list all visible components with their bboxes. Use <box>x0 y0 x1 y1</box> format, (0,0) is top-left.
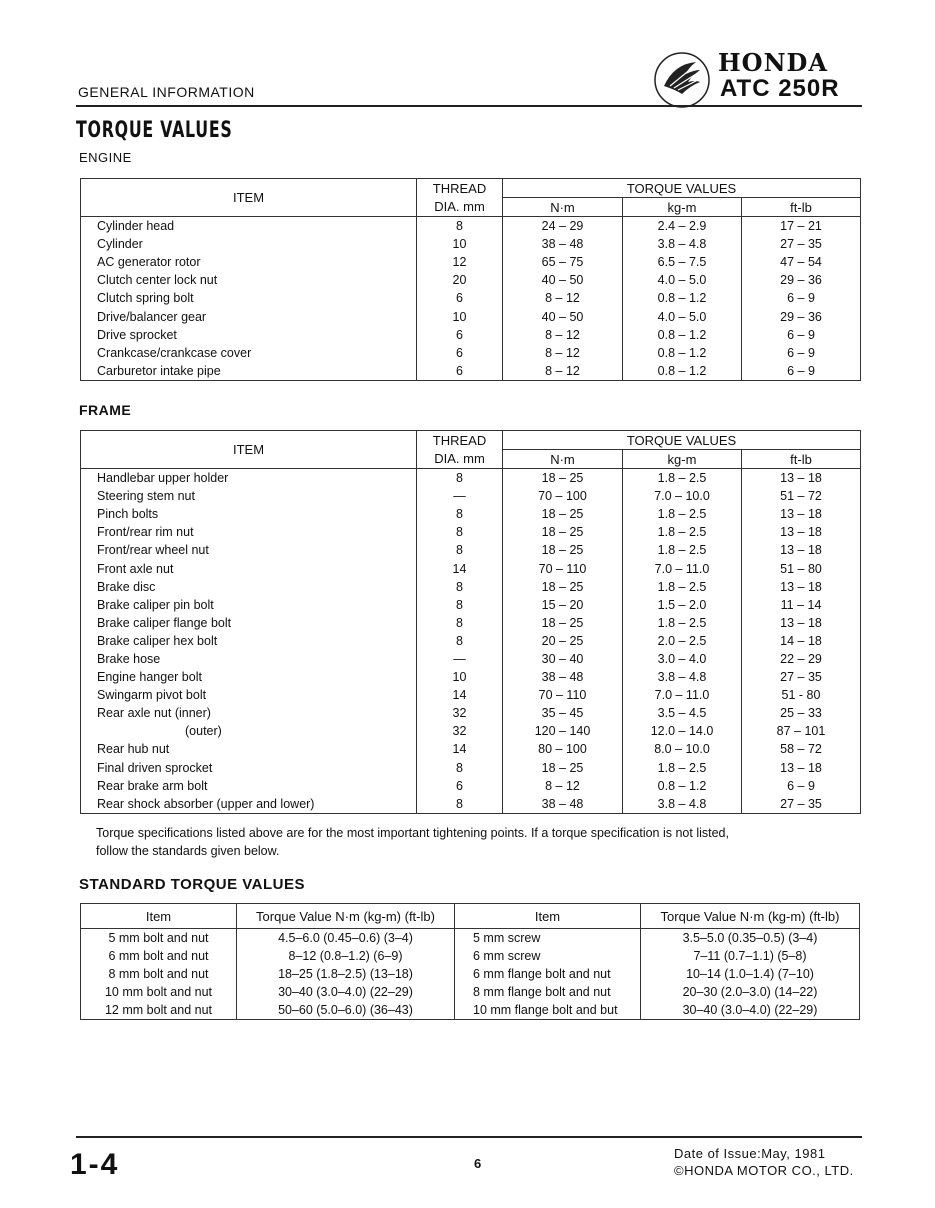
row-dia: 6 <box>417 289 503 307</box>
row-dia: 8 <box>417 541 503 559</box>
table-row <box>81 469 861 488</box>
standard-subtitle: STANDARD TORQUE VALUES <box>79 876 306 893</box>
row-kgm: 1.8 – 2.5 <box>623 523 742 541</box>
std-col-item-left: Item <box>81 904 237 929</box>
row-item: Drive/balancer gear <box>81 307 417 325</box>
row-kgm: 3.8 – 4.8 <box>623 668 742 686</box>
row-kgm: 8.0 – 10.0 <box>623 740 742 758</box>
table-row <box>81 344 861 362</box>
col-torque: TORQUE VALUES <box>503 431 861 450</box>
row-nm: 30 – 40 <box>503 650 623 668</box>
std-item-right: 5 mm screw <box>455 929 641 948</box>
row-item: Brake disc <box>81 578 417 596</box>
std-value-left: 18–25 (1.8–2.5) (13–18) <box>237 965 455 983</box>
col-ftlb: ft-lb <box>742 450 861 469</box>
col-item: ITEM <box>81 431 417 469</box>
row-dia: 8 <box>417 632 503 650</box>
row-dia: — <box>417 487 503 505</box>
row-nm: 18 – 25 <box>503 614 623 632</box>
table-row <box>81 983 860 1001</box>
table-row <box>81 1001 860 1020</box>
row-kgm: 3.8 – 4.8 <box>623 235 742 253</box>
table-row <box>81 271 861 289</box>
row-ftlb: 14 – 18 <box>742 632 861 650</box>
table-row <box>81 686 861 704</box>
row-item: Carburetor intake pipe <box>81 362 417 381</box>
std-value-right: 30–40 (3.0–4.0) (22–29) <box>641 1001 860 1020</box>
row-dia: 8 <box>417 795 503 814</box>
row-ftlb: 51 – 80 <box>742 559 861 577</box>
std-value-left: 50–60 (5.0–6.0) (36–43) <box>237 1001 455 1020</box>
row-nm: 120 – 140 <box>503 722 623 740</box>
row-ftlb: 11 – 14 <box>742 596 861 614</box>
row-item: Engine hanger bolt <box>81 668 417 686</box>
row-dia: 10 <box>417 668 503 686</box>
table-row <box>81 253 861 271</box>
row-ftlb: 87 – 101 <box>742 722 861 740</box>
row-ftlb: 51 – 72 <box>742 487 861 505</box>
row-ftlb: 6 – 9 <box>742 362 861 381</box>
table-row <box>81 541 861 559</box>
std-value-right: 7–11 (0.7–1.1) (5–8) <box>641 947 860 965</box>
row-kgm: 0.8 – 1.2 <box>623 362 742 381</box>
row-dia: 6 <box>417 344 503 362</box>
col-thread: THREAD <box>417 179 503 198</box>
row-item: Rear hub nut <box>81 740 417 758</box>
page-label: 1-4 <box>70 1148 120 1181</box>
col-dia: DIA. mm <box>417 450 503 469</box>
row-kgm: 12.0 – 14.0 <box>623 722 742 740</box>
row-item: Rear shock absorber (upper and lower) <box>81 795 417 814</box>
row-kgm: 1.8 – 2.5 <box>623 578 742 596</box>
row-item: Rear axle nut (inner) <box>81 704 417 722</box>
row-item: Crankcase/crankcase cover <box>81 344 417 362</box>
table-row <box>81 235 861 253</box>
row-item: Swingarm pivot bolt <box>81 686 417 704</box>
row-kgm: 0.8 – 1.2 <box>623 344 742 362</box>
col-item: ITEM <box>81 179 417 217</box>
row-nm: 18 – 25 <box>503 541 623 559</box>
row-kgm: 7.0 – 10.0 <box>623 487 742 505</box>
table-row <box>81 929 860 948</box>
row-item: Clutch center lock nut <box>81 271 417 289</box>
row-nm: 8 – 12 <box>503 344 623 362</box>
row-nm: 38 – 48 <box>503 235 623 253</box>
row-ftlb: 13 – 18 <box>742 505 861 523</box>
row-ftlb: 17 – 21 <box>742 217 861 236</box>
std-value-left: 4.5–6.0 (0.45–0.6) (3–4) <box>237 929 455 948</box>
row-item: Brake caliper flange bolt <box>81 614 417 632</box>
row-nm: 38 – 48 <box>503 795 623 814</box>
std-item-left: 8 mm bolt and nut <box>81 965 237 983</box>
std-col-value-right: Torque Value N·m (kg-m) (ft-lb) <box>641 904 860 929</box>
row-kgm: 0.8 – 1.2 <box>623 326 742 344</box>
table-row <box>81 632 861 650</box>
table-row <box>81 650 861 668</box>
row-dia: 8 <box>417 596 503 614</box>
row-kgm: 3.5 – 4.5 <box>623 704 742 722</box>
table-row <box>81 362 861 381</box>
row-item: Front/rear wheel nut <box>81 541 417 559</box>
row-dia: 10 <box>417 235 503 253</box>
std-value-left: 8–12 (0.8–1.2) (6–9) <box>237 947 455 965</box>
row-kgm: 4.0 – 5.0 <box>623 307 742 325</box>
copyright: ©HONDA MOTOR CO., LTD. <box>674 1163 854 1178</box>
row-item: Brake caliper hex bolt <box>81 632 417 650</box>
engine-torque-table <box>80 178 861 381</box>
page-title: TORQUE VALUES <box>76 118 233 143</box>
row-item: Clutch spring bolt <box>81 289 417 307</box>
table-row <box>81 523 861 541</box>
table-row <box>81 505 861 523</box>
std-item-right: 6 mm screw <box>455 947 641 965</box>
row-ftlb: 27 – 35 <box>742 235 861 253</box>
row-kgm: 1.8 – 2.5 <box>623 541 742 559</box>
row-ftlb: 13 – 18 <box>742 578 861 596</box>
table-row <box>81 289 861 307</box>
row-kgm: 1.8 – 2.5 <box>623 505 742 523</box>
col-nm: N·m <box>503 198 623 217</box>
row-ftlb: 22 – 29 <box>742 650 861 668</box>
row-dia: — <box>417 650 503 668</box>
row-item: Drive sprocket <box>81 326 417 344</box>
footer-divider <box>76 1136 862 1138</box>
row-ftlb: 6 – 9 <box>742 344 861 362</box>
brand-name: HONDA <box>718 48 828 77</box>
row-item: Front/rear rim nut <box>81 523 417 541</box>
row-item: Cylinder <box>81 235 417 253</box>
std-item-right: 10 mm flange bolt and but <box>455 1001 641 1020</box>
table-row <box>81 307 861 325</box>
std-value-right: 3.5–5.0 (0.35–0.5) (3–4) <box>641 929 860 948</box>
row-nm: 24 – 29 <box>503 217 623 236</box>
row-kgm: 4.0 – 5.0 <box>623 271 742 289</box>
row-ftlb: 51 - 80 <box>742 686 861 704</box>
std-col-item-right: Item <box>455 904 641 929</box>
frame-subtitle: FRAME <box>79 402 132 418</box>
table-row <box>81 722 861 740</box>
row-ftlb: 13 – 18 <box>742 523 861 541</box>
row-ftlb: 6 – 9 <box>742 777 861 795</box>
row-kgm: 3.8 – 4.8 <box>623 795 742 814</box>
std-col-value-left: Torque Value N·m (kg-m) (ft-lb) <box>237 904 455 929</box>
row-nm: 15 – 20 <box>503 596 623 614</box>
row-dia: 8 <box>417 759 503 777</box>
frame-torque-table <box>80 430 861 814</box>
row-dia: 14 <box>417 686 503 704</box>
row-item: Handlebar upper holder <box>81 469 417 488</box>
row-item: AC generator rotor <box>81 253 417 271</box>
table-row <box>81 217 861 236</box>
std-value-right: 10–14 (1.0–1.4) (7–10) <box>641 965 860 983</box>
row-item: (outer) <box>81 722 417 740</box>
row-dia: 6 <box>417 362 503 381</box>
table-row <box>81 965 860 983</box>
table-row <box>81 614 861 632</box>
row-dia: 32 <box>417 704 503 722</box>
row-nm: 80 – 100 <box>503 740 623 758</box>
row-ftlb: 13 – 18 <box>742 469 861 488</box>
note-line-1: Torque specifications listed above are for the most important tightening points. If a torque specification is not listed, <box>96 826 729 840</box>
row-nm: 8 – 12 <box>503 326 623 344</box>
row-nm: 20 – 25 <box>503 632 623 650</box>
table-row <box>81 596 861 614</box>
row-dia: 8 <box>417 217 503 236</box>
row-nm: 8 – 12 <box>503 289 623 307</box>
page-number: 6 <box>474 1156 482 1171</box>
standard-torque-table <box>80 903 860 1020</box>
col-thread: THREAD <box>417 431 503 450</box>
row-ftlb: 27 – 35 <box>742 668 861 686</box>
col-kgm: kg-m <box>623 198 742 217</box>
table-row <box>81 795 861 814</box>
row-dia: 8 <box>417 614 503 632</box>
table-row <box>81 704 861 722</box>
row-item: Rear brake arm bolt <box>81 777 417 795</box>
row-kgm: 1.8 – 2.5 <box>623 469 742 488</box>
section-title: GENERAL INFORMATION <box>78 84 255 100</box>
row-kgm: 0.8 – 1.2 <box>623 777 742 795</box>
row-nm: 35 – 45 <box>503 704 623 722</box>
row-dia: 10 <box>417 307 503 325</box>
row-kgm: 1.8 – 2.5 <box>623 614 742 632</box>
row-nm: 70 – 100 <box>503 487 623 505</box>
std-item-right: 8 mm flange bolt and nut <box>455 983 641 1001</box>
note-line-2: follow the standards given below. <box>96 844 280 858</box>
model-name: ATC 250R <box>720 75 840 102</box>
std-item-left: 5 mm bolt and nut <box>81 929 237 948</box>
header-divider <box>76 105 862 107</box>
row-dia: 14 <box>417 740 503 758</box>
torque-note <box>96 824 856 860</box>
std-value-right: 20–30 (2.0–3.0) (14–22) <box>641 983 860 1001</box>
std-item-left: 10 mm bolt and nut <box>81 983 237 1001</box>
table-row <box>81 759 861 777</box>
row-dia: 6 <box>417 326 503 344</box>
row-dia: 12 <box>417 253 503 271</box>
row-kgm: 2.0 – 2.5 <box>623 632 742 650</box>
row-nm: 65 – 75 <box>503 253 623 271</box>
row-ftlb: 13 – 18 <box>742 759 861 777</box>
table-row <box>81 326 861 344</box>
row-ftlb: 13 – 18 <box>742 614 861 632</box>
row-ftlb: 13 – 18 <box>742 541 861 559</box>
row-kgm: 1.5 – 2.0 <box>623 596 742 614</box>
issue-info <box>674 1145 854 1179</box>
row-kgm: 1.8 – 2.5 <box>623 759 742 777</box>
row-kgm: 3.0 – 4.0 <box>623 650 742 668</box>
col-torque: TORQUE VALUES <box>503 179 861 198</box>
row-nm: 70 – 110 <box>503 559 623 577</box>
row-nm: 70 – 110 <box>503 686 623 704</box>
col-nm: N·m <box>503 450 623 469</box>
issue-date: Date of Issue:May, 1981 <box>674 1146 826 1161</box>
row-ftlb: 29 – 36 <box>742 307 861 325</box>
col-dia: DIA. mm <box>417 198 503 217</box>
row-kgm: 6.5 – 7.5 <box>623 253 742 271</box>
row-ftlb: 29 – 36 <box>742 271 861 289</box>
table-row <box>81 668 861 686</box>
row-item: Steering stem nut <box>81 487 417 505</box>
row-nm: 38 – 48 <box>503 668 623 686</box>
row-nm: 18 – 25 <box>503 505 623 523</box>
engine-subtitle: ENGINE <box>79 150 132 165</box>
row-item: Brake caliper pin bolt <box>81 596 417 614</box>
honda-wing-icon <box>652 50 712 110</box>
row-item: Final driven sprocket <box>81 759 417 777</box>
row-nm: 8 – 12 <box>503 777 623 795</box>
std-item-left: 6 mm bolt and nut <box>81 947 237 965</box>
row-ftlb: 47 – 54 <box>742 253 861 271</box>
row-item: Brake hose <box>81 650 417 668</box>
row-item: Cylinder head <box>81 217 417 236</box>
row-nm: 18 – 25 <box>503 469 623 488</box>
table-row <box>81 578 861 596</box>
row-dia: 8 <box>417 578 503 596</box>
row-ftlb: 58 – 72 <box>742 740 861 758</box>
table-row <box>81 559 861 577</box>
row-kgm: 2.4 – 2.9 <box>623 217 742 236</box>
row-nm: 18 – 25 <box>503 578 623 596</box>
col-kgm: kg-m <box>623 450 742 469</box>
row-nm: 40 – 50 <box>503 271 623 289</box>
row-nm: 40 – 50 <box>503 307 623 325</box>
row-dia: 14 <box>417 559 503 577</box>
row-dia: 8 <box>417 523 503 541</box>
row-nm: 18 – 25 <box>503 523 623 541</box>
row-ftlb: 6 – 9 <box>742 289 861 307</box>
row-nm: 18 – 25 <box>503 759 623 777</box>
row-dia: 6 <box>417 777 503 795</box>
table-row <box>81 947 860 965</box>
row-dia: 8 <box>417 469 503 488</box>
row-kgm: 0.8 – 1.2 <box>623 289 742 307</box>
std-value-left: 30–40 (3.0–4.0) (22–29) <box>237 983 455 1001</box>
table-row <box>81 487 861 505</box>
std-item-left: 12 mm bolt and nut <box>81 1001 237 1020</box>
row-item: Front axle nut <box>81 559 417 577</box>
std-item-right: 6 mm flange bolt and nut <box>455 965 641 983</box>
row-dia: 32 <box>417 722 503 740</box>
row-dia: 8 <box>417 505 503 523</box>
col-ftlb: ft-lb <box>742 198 861 217</box>
row-ftlb: 27 – 35 <box>742 795 861 814</box>
row-kgm: 7.0 – 11.0 <box>623 686 742 704</box>
row-nm: 8 – 12 <box>503 362 623 381</box>
row-ftlb: 25 – 33 <box>742 704 861 722</box>
row-kgm: 7.0 – 11.0 <box>623 559 742 577</box>
row-dia: 20 <box>417 271 503 289</box>
table-row <box>81 740 861 758</box>
table-row <box>81 777 861 795</box>
row-ftlb: 6 – 9 <box>742 326 861 344</box>
row-item: Pinch bolts <box>81 505 417 523</box>
